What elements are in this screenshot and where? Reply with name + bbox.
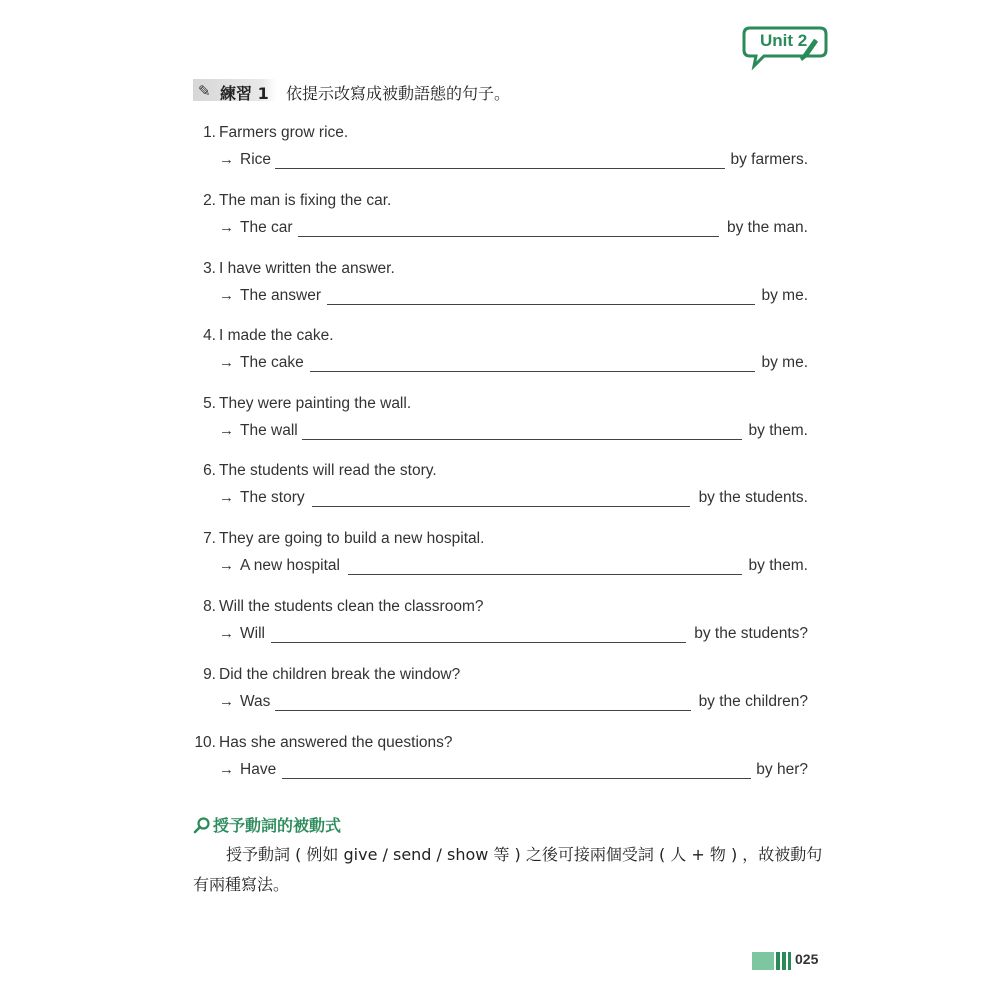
answer-blank[interactable]	[312, 506, 690, 507]
item-sentence: The man is fixing the car.	[219, 192, 392, 209]
exercise-item	[0, 327, 1000, 387]
item-start: Rice	[240, 151, 272, 168]
magnifier-icon	[193, 816, 211, 834]
item-sentence: Will the students clean the classroom?	[219, 598, 484, 615]
item-end: by the children?	[698, 693, 808, 710]
exercise-item	[0, 666, 1000, 726]
item-number: 7.	[203, 530, 216, 547]
item-start: Have	[240, 761, 277, 778]
arrow-icon: →	[219, 557, 234, 574]
exercise-header	[193, 79, 523, 103]
tip-title-text: 授予動詞的被動式	[213, 816, 342, 835]
arrow-icon: →	[219, 625, 234, 642]
unit-label: Unit 2	[760, 31, 808, 50]
arrow-icon: →	[219, 287, 234, 304]
item-number: 2.	[203, 192, 216, 209]
item-start: The wall	[240, 422, 298, 439]
exercise-item	[0, 192, 1000, 252]
arrow-icon: →	[219, 151, 234, 168]
tip-title	[193, 813, 341, 836]
item-end: by the students.	[698, 489, 808, 506]
exercise-item	[0, 260, 1000, 320]
exercise-item	[0, 462, 1000, 522]
arrow-icon: →	[219, 489, 234, 506]
exercise-instruction: 依提示改寫成被動語態的句子。	[286, 84, 511, 103]
exercise-item	[0, 598, 1000, 658]
arrow-icon: →	[219, 422, 234, 439]
item-start: The answer	[240, 287, 321, 304]
exercise-item	[0, 395, 1000, 455]
item-number: 9.	[203, 666, 216, 683]
exercise-label: 練習 1	[220, 84, 269, 103]
tip-body	[193, 840, 823, 900]
answer-blank[interactable]	[310, 371, 755, 372]
item-number: 10.	[194, 734, 216, 751]
item-end: by her?	[756, 761, 808, 778]
item-end: by farmers.	[730, 151, 808, 168]
answer-blank[interactable]	[271, 642, 686, 643]
answer-blank[interactable]	[275, 710, 691, 711]
item-number: 4.	[203, 327, 216, 344]
item-sentence: I made the cake.	[219, 327, 334, 344]
item-sentence: I have written the answer.	[219, 260, 395, 277]
item-start: Will	[240, 625, 265, 642]
answer-blank[interactable]	[302, 439, 742, 440]
answer-blank[interactable]	[282, 778, 751, 779]
tip-line-2: 有兩種寫法。	[193, 875, 290, 894]
item-start: The cake	[240, 354, 304, 371]
item-start: Was	[240, 693, 271, 710]
exercise-item	[0, 530, 1000, 590]
item-end: by me.	[761, 354, 808, 371]
item-sentence: They were painting the wall.	[219, 395, 412, 412]
arrow-icon: →	[219, 761, 234, 778]
answer-blank[interactable]	[348, 574, 742, 575]
item-end: by them.	[748, 557, 808, 574]
exercise-item	[0, 734, 1000, 794]
item-end: by me.	[761, 287, 808, 304]
item-number: 5.	[203, 395, 216, 412]
item-sentence: They are going to build a new hospital.	[219, 530, 485, 547]
book-icon	[752, 950, 792, 970]
item-sentence: Has she answered the questions?	[219, 734, 453, 751]
page-number: 025	[795, 951, 819, 967]
item-start: A new hospital	[240, 557, 340, 574]
answer-blank[interactable]	[275, 168, 725, 169]
item-number: 3.	[203, 260, 216, 277]
arrow-icon: →	[219, 693, 234, 710]
answer-blank[interactable]	[298, 236, 719, 237]
item-start: The story	[240, 489, 305, 506]
item-sentence: The students will read the story.	[219, 462, 437, 479]
item-number: 1.	[203, 124, 216, 141]
item-sentence: Did the children break the window?	[219, 666, 461, 683]
answer-blank[interactable]	[327, 304, 755, 305]
item-start: The car	[240, 219, 293, 236]
item-number: 6.	[203, 462, 216, 479]
item-end: by the students?	[694, 625, 808, 642]
arrow-icon: →	[219, 354, 234, 371]
exercise-item	[0, 124, 1000, 184]
tip-line-1: 授予動詞 ( 例如 give / send / show 等 ) 之後可接兩個受詞 ( 人 + 物 ) ，故被動句	[226, 845, 823, 864]
item-end: by them.	[748, 422, 808, 439]
item-end: by the man.	[727, 219, 808, 236]
item-number: 8.	[203, 598, 216, 615]
arrow-icon: →	[219, 219, 234, 236]
item-sentence: Farmers grow rice.	[219, 124, 349, 141]
pencil-icon: ✎	[198, 83, 211, 100]
